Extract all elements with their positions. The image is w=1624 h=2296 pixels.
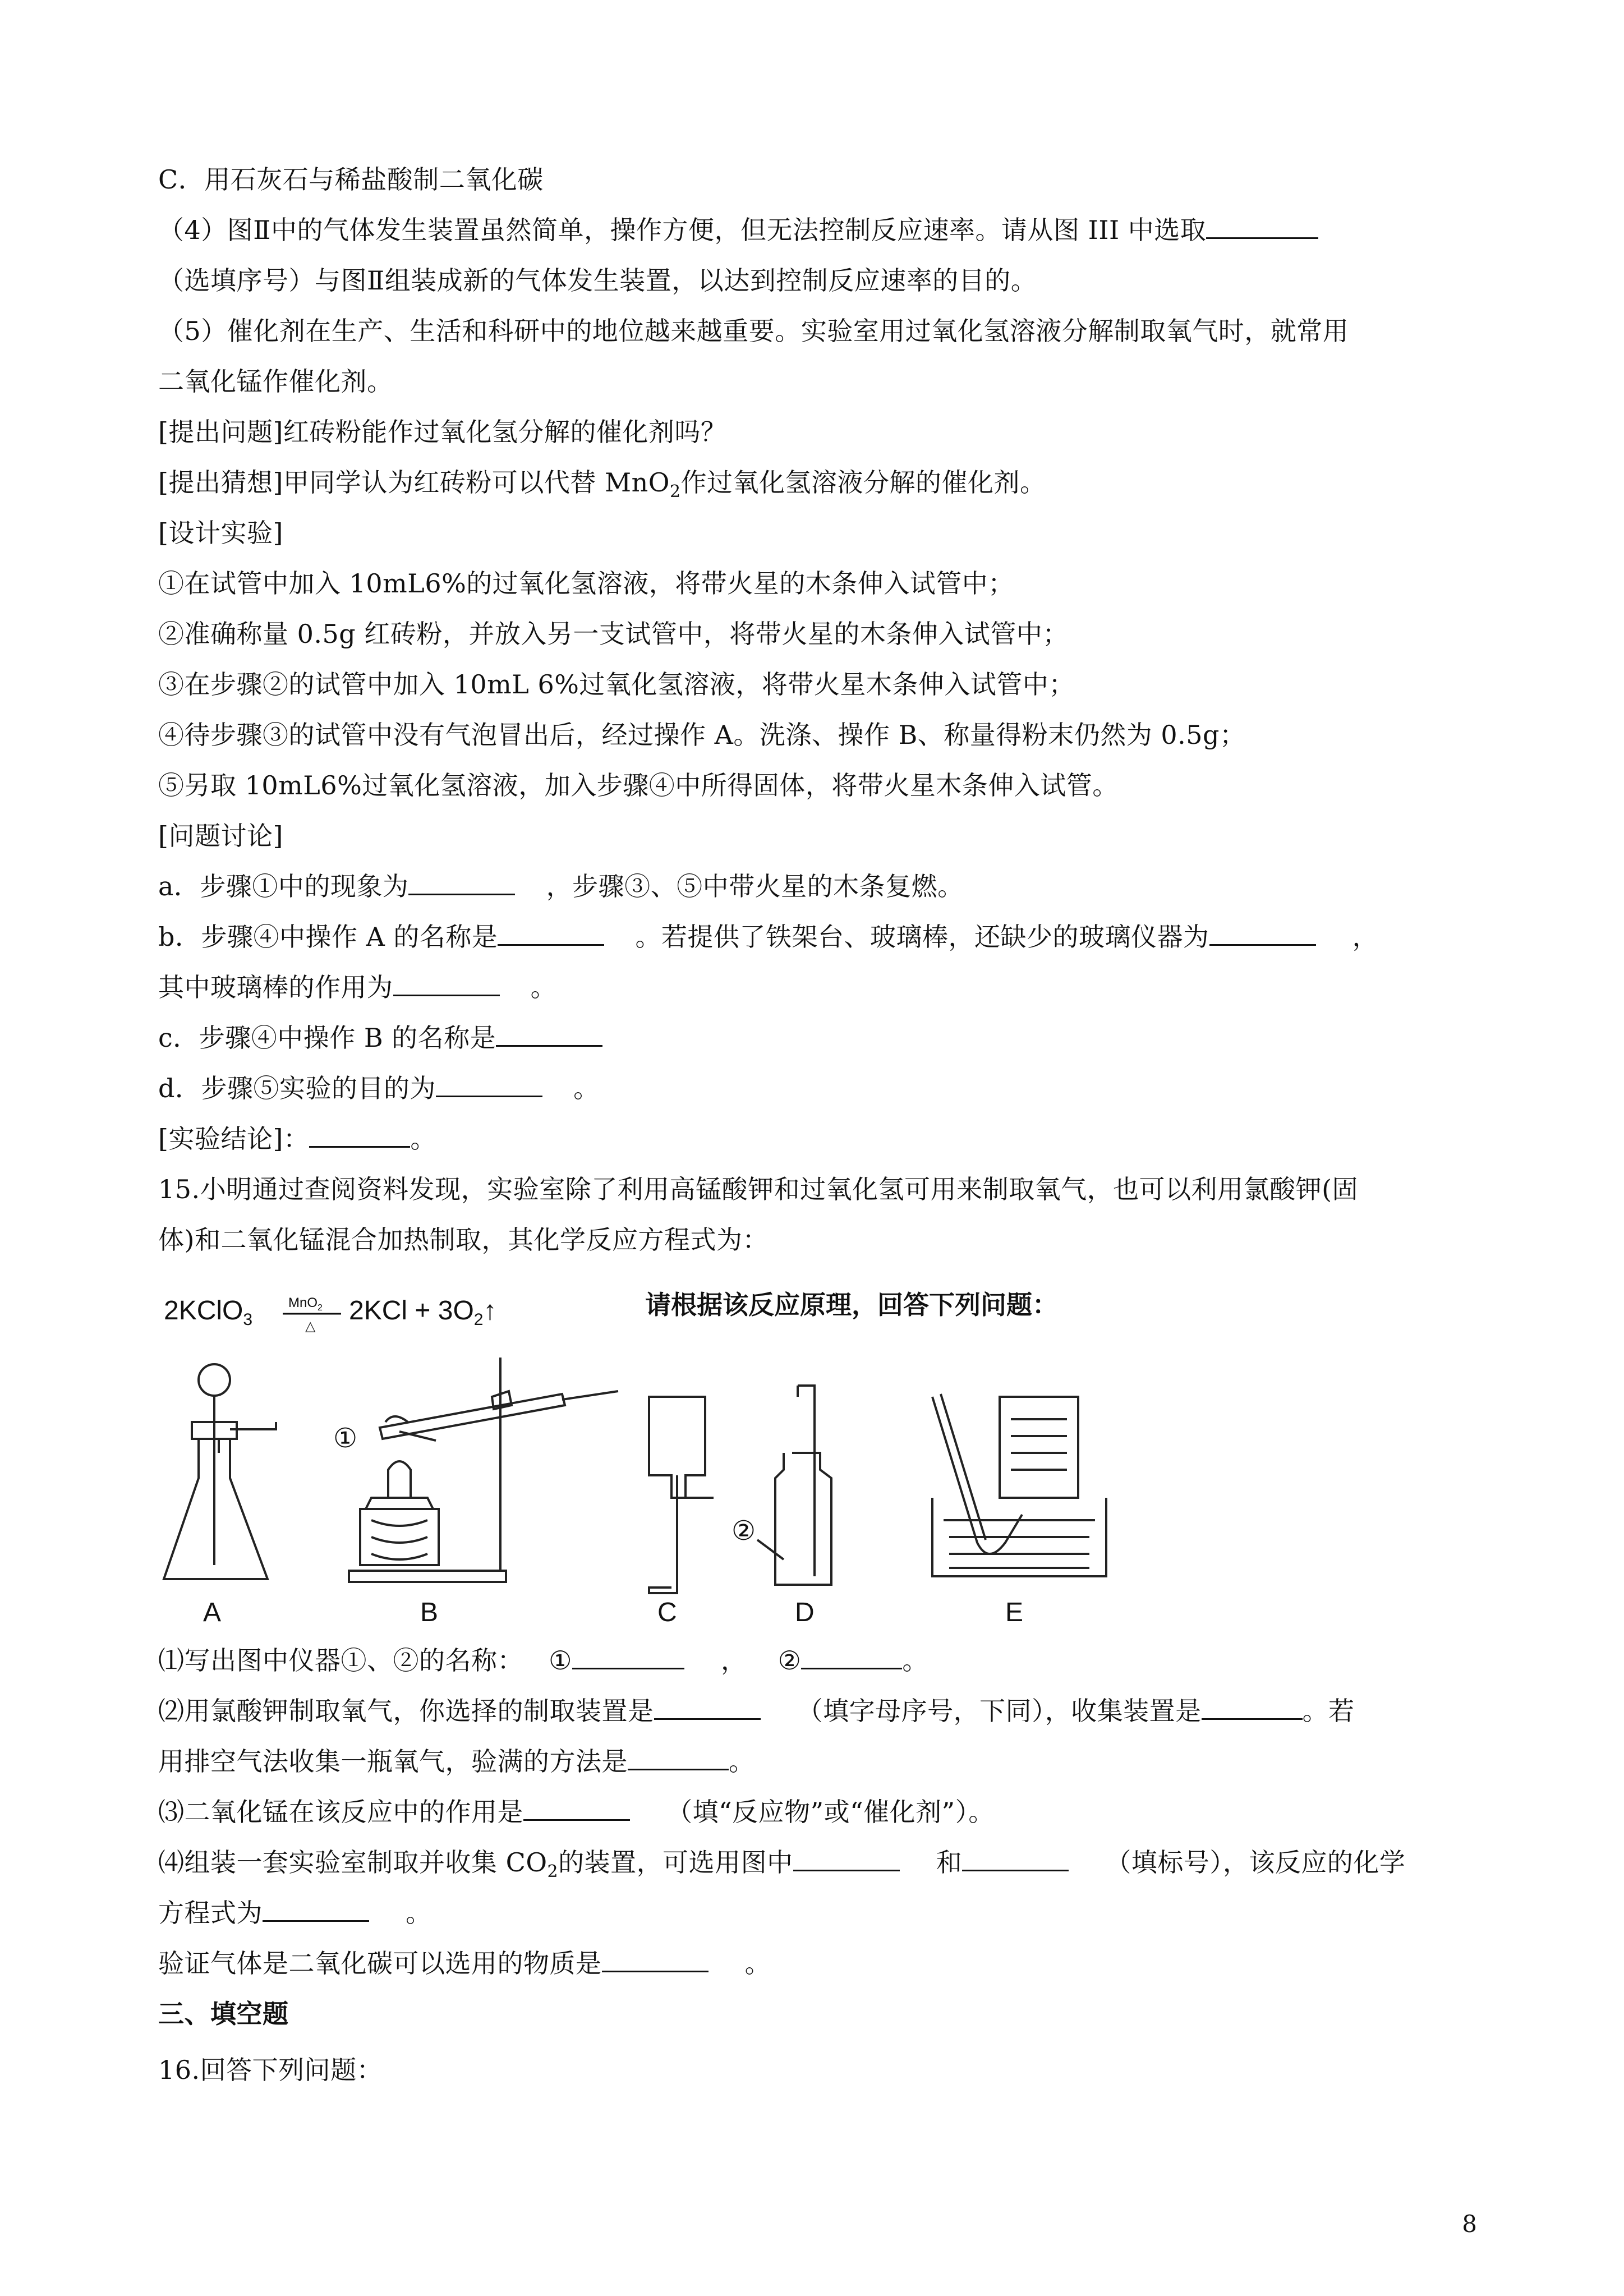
step-3: ③在步骤②的试管中加入 10mL 6%过氧化氢溶液，将带火星木条伸入试管中； (158, 669, 1075, 700)
step-4: ④待步骤③的试管中没有气泡冒出后，经过操作 A。洗涤、操作 B、称量得粉末仍然为 0.5g； (158, 720, 1246, 750)
question-15-2-line2: 用排空气法收集一瓶氧气，验满的方法是 。 (158, 1746, 755, 1777)
question-15-4-line2: 方程式为 。 (158, 1898, 432, 1928)
question-15-4-line1: ⑷组装一套实验室制取并收集 $CO_2$的装置，可选用图中 和 （填标号），该反应的化学 (158, 1847, 1406, 1882)
question-16: 16.回答下列问题： (158, 2055, 383, 2085)
question-15-line2: 体)和二氧化锰混合加热制取，其化学反应方程式为： (158, 1225, 769, 1255)
answer-blank[interactable] (793, 1847, 900, 1871)
apparatus-c-bottle (649, 1397, 714, 1593)
option-c: C．用石灰石与稀盐酸制二氧化碳 (158, 164, 544, 195)
answer-blank[interactable] (309, 1124, 410, 1148)
answer-blank[interactable] (801, 1645, 902, 1669)
question-15-line1: 15.小明通过查阅资料发现，实验室除了利用高锰酸钾和过氧化氢可用来制取氧气，也可以利用氯酸钾(固 (158, 1174, 1359, 1204)
step-1: ①在试管中加入 10mL6%的过氧化氢溶液，将带火星的木条伸入试管中； (158, 568, 1014, 599)
answer-blank[interactable] (628, 1746, 729, 1770)
marker-1: ① (333, 1424, 358, 1453)
answer-blank[interactable] (498, 922, 604, 946)
answer-blank[interactable] (263, 1898, 369, 1922)
apparatus-b-heating (349, 1358, 618, 1582)
answer-blank[interactable] (1202, 1696, 1303, 1720)
equation-catalyst: MnO$_2$ (288, 1295, 323, 1313)
label-d: D (795, 1598, 815, 1627)
answer-blank[interactable] (962, 1847, 1069, 1871)
page-number: 8 (1462, 2210, 1477, 2238)
apparatus-a-flask (164, 1364, 276, 1579)
answer-blank[interactable] (602, 1948, 709, 1972)
answer-blank[interactable] (1206, 215, 1318, 239)
step-5: ⑤另取 10mL6%过氧化氢溶液，加入步骤④中所得固体，将带火星木条伸入试管。 (158, 770, 1119, 800)
step-2: ②准确称量 0.5g 红砖粉，并放入另一支试管中，将带火星的木条伸入试管中； (158, 619, 1069, 649)
question-4-line1: （4）图Ⅱ中的气体发生装置虽然简单，操作方便，但无法控制反应速率。请从图 III 中选取 (158, 213, 1318, 247)
question-15-3: ⑶二氧化锰在该反应中的作用是 （填“反应物”或“催化剂”）。 (158, 1797, 995, 1827)
equation-right: $2KCl + 3O_2↑$ (349, 1296, 497, 1329)
apparatus-figure (158, 1285, 1112, 1632)
section-header-fill-in: 三、填空题 (158, 1999, 289, 2029)
label-c: C (657, 1598, 677, 1627)
conclusion: [实验结论]： 。 (158, 1124, 436, 1154)
design-header: [设计实验] (158, 518, 283, 548)
equation-left: 2KClO$_3$ (164, 1296, 253, 1329)
answer-blank[interactable] (496, 1023, 602, 1047)
answer-blank[interactable] (523, 1797, 630, 1821)
answer-blank[interactable] (393, 972, 500, 996)
answer-blank[interactable] (1209, 922, 1316, 946)
question-5-line2: 二氧化锰作催化剂。 (158, 366, 393, 397)
apparatus-e-trough (932, 1394, 1106, 1576)
question-15-1: ⑴写出图中仪器①、②的名称： ① ， ② 。 (158, 1645, 928, 1676)
discussion-b-line1: b．步骤④中操作 A 的名称是 。若提供了铁架台、玻璃棒，还缺少的玻璃仪器为 ， (158, 922, 1379, 952)
discussion-header: [问题讨论] (158, 821, 283, 851)
label-b: B (420, 1598, 439, 1627)
label-a: A (203, 1598, 222, 1627)
question-15-2-line1: ⑵用氯酸钾制取氧气，你选择的制取装置是 （填字母序号，下同），收集装置是 。若 (158, 1696, 1355, 1726)
question-4-line2: （选填序号）与图Ⅱ组装成新的气体发生装置，以达到控制反应速率的目的。 (158, 265, 1037, 296)
question-5-line1: （5）催化剂在生产、生活和科研中的地位越来越重要。实验室用过氧化氢溶液分解制取氧气时，就常用 (158, 316, 1349, 346)
raise-question: [提出问题]红砖粉能作过氧化氢分解的催化剂吗？ (158, 417, 727, 447)
discussion-a: a．步骤①中的现象为 ，步骤③、⑤中带火星的木条复燃。 (158, 871, 964, 901)
hypothesis: [提出猜想]甲同学认为红砖粉可以代替 MnO$_2$作过氧化氢溶液分解的催化剂。 (158, 467, 1046, 502)
answer-blank[interactable] (436, 1073, 542, 1097)
apparatus-d-bottle (757, 1386, 831, 1585)
answer-blank[interactable] (572, 1645, 684, 1669)
label-e: E (1005, 1598, 1024, 1627)
discussion-c: c．步骤④中操作 B 的名称是 (158, 1021, 602, 1055)
discussion-b-line2: 其中玻璃棒的作用为 。 (158, 972, 557, 1002)
equation-condition: △ (305, 1319, 316, 1334)
question-15-4-line3: 验证气体是二氧化碳可以选用的物质是 。 (158, 1948, 771, 1978)
figure-instruction: 请根据该反应原理，回答下列问题： (645, 1290, 1058, 1319)
answer-blank[interactable] (654, 1696, 761, 1720)
answer-blank[interactable] (408, 871, 515, 895)
marker-2: ② (732, 1516, 756, 1546)
discussion-d: d．步骤⑤实验的目的为 。 (158, 1073, 600, 1103)
